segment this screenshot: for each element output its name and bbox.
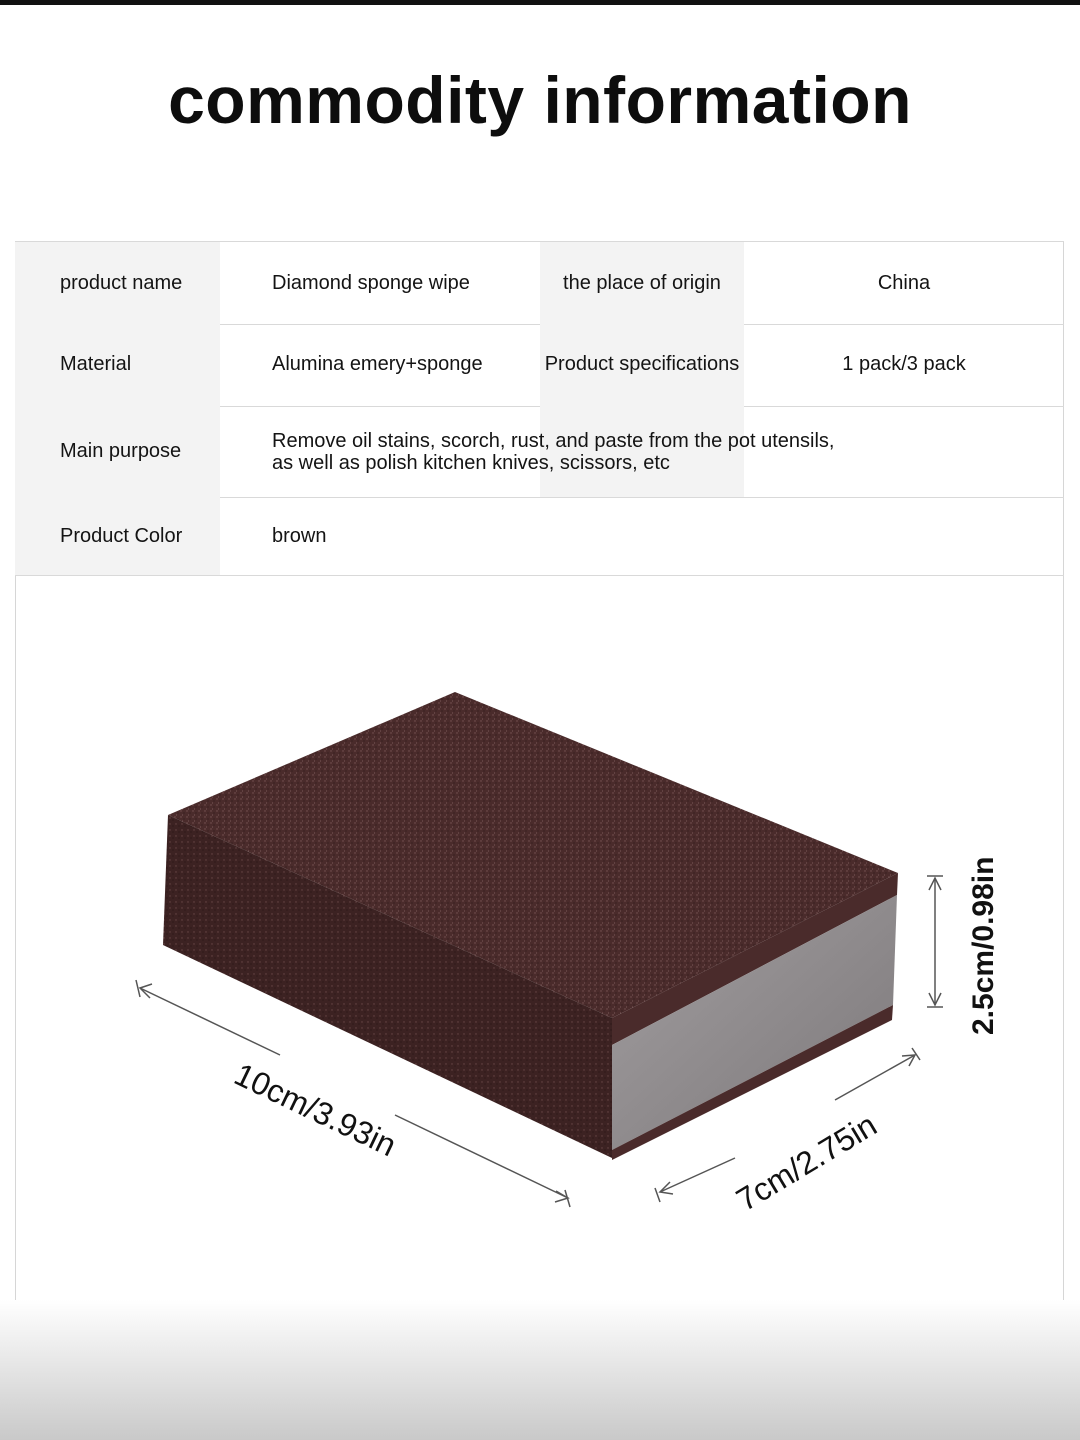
main-purpose-line-1: Remove oil stains, scorch, rust, and paste from the pot utensils, (272, 429, 835, 452)
spec-label-main-purpose: Main purpose (15, 406, 220, 497)
spec-label-product-name: product name (15, 242, 220, 324)
spec-value-specifications: 1 pack/3 pack (842, 353, 966, 375)
spec-label-specifications: Product specifications (540, 323, 744, 406)
width-label: 7cm/2.75in (730, 1106, 883, 1219)
spec-label-origin: the place of origin (540, 242, 744, 324)
height-dimension (927, 876, 943, 1007)
spec-label-color: Product Color (15, 497, 220, 575)
spec-value-product-name: Diamond sponge wipe (272, 271, 470, 294)
bottom-fade (0, 1300, 1080, 1440)
spec-value-color: brown (272, 524, 327, 547)
main-purpose-line-2: as well as polish kitchen knives, scissors, etc (272, 451, 670, 474)
spec-label-material: Material (15, 323, 220, 406)
spec-value-material: Alumina emery+sponge (272, 353, 483, 375)
height-label: 2.5cm/0.98in (967, 856, 1000, 1035)
spec-value-origin: China (877, 271, 931, 294)
length-label: 10cm/3.93in (228, 1055, 402, 1164)
page-title: commodity information (168, 63, 912, 137)
